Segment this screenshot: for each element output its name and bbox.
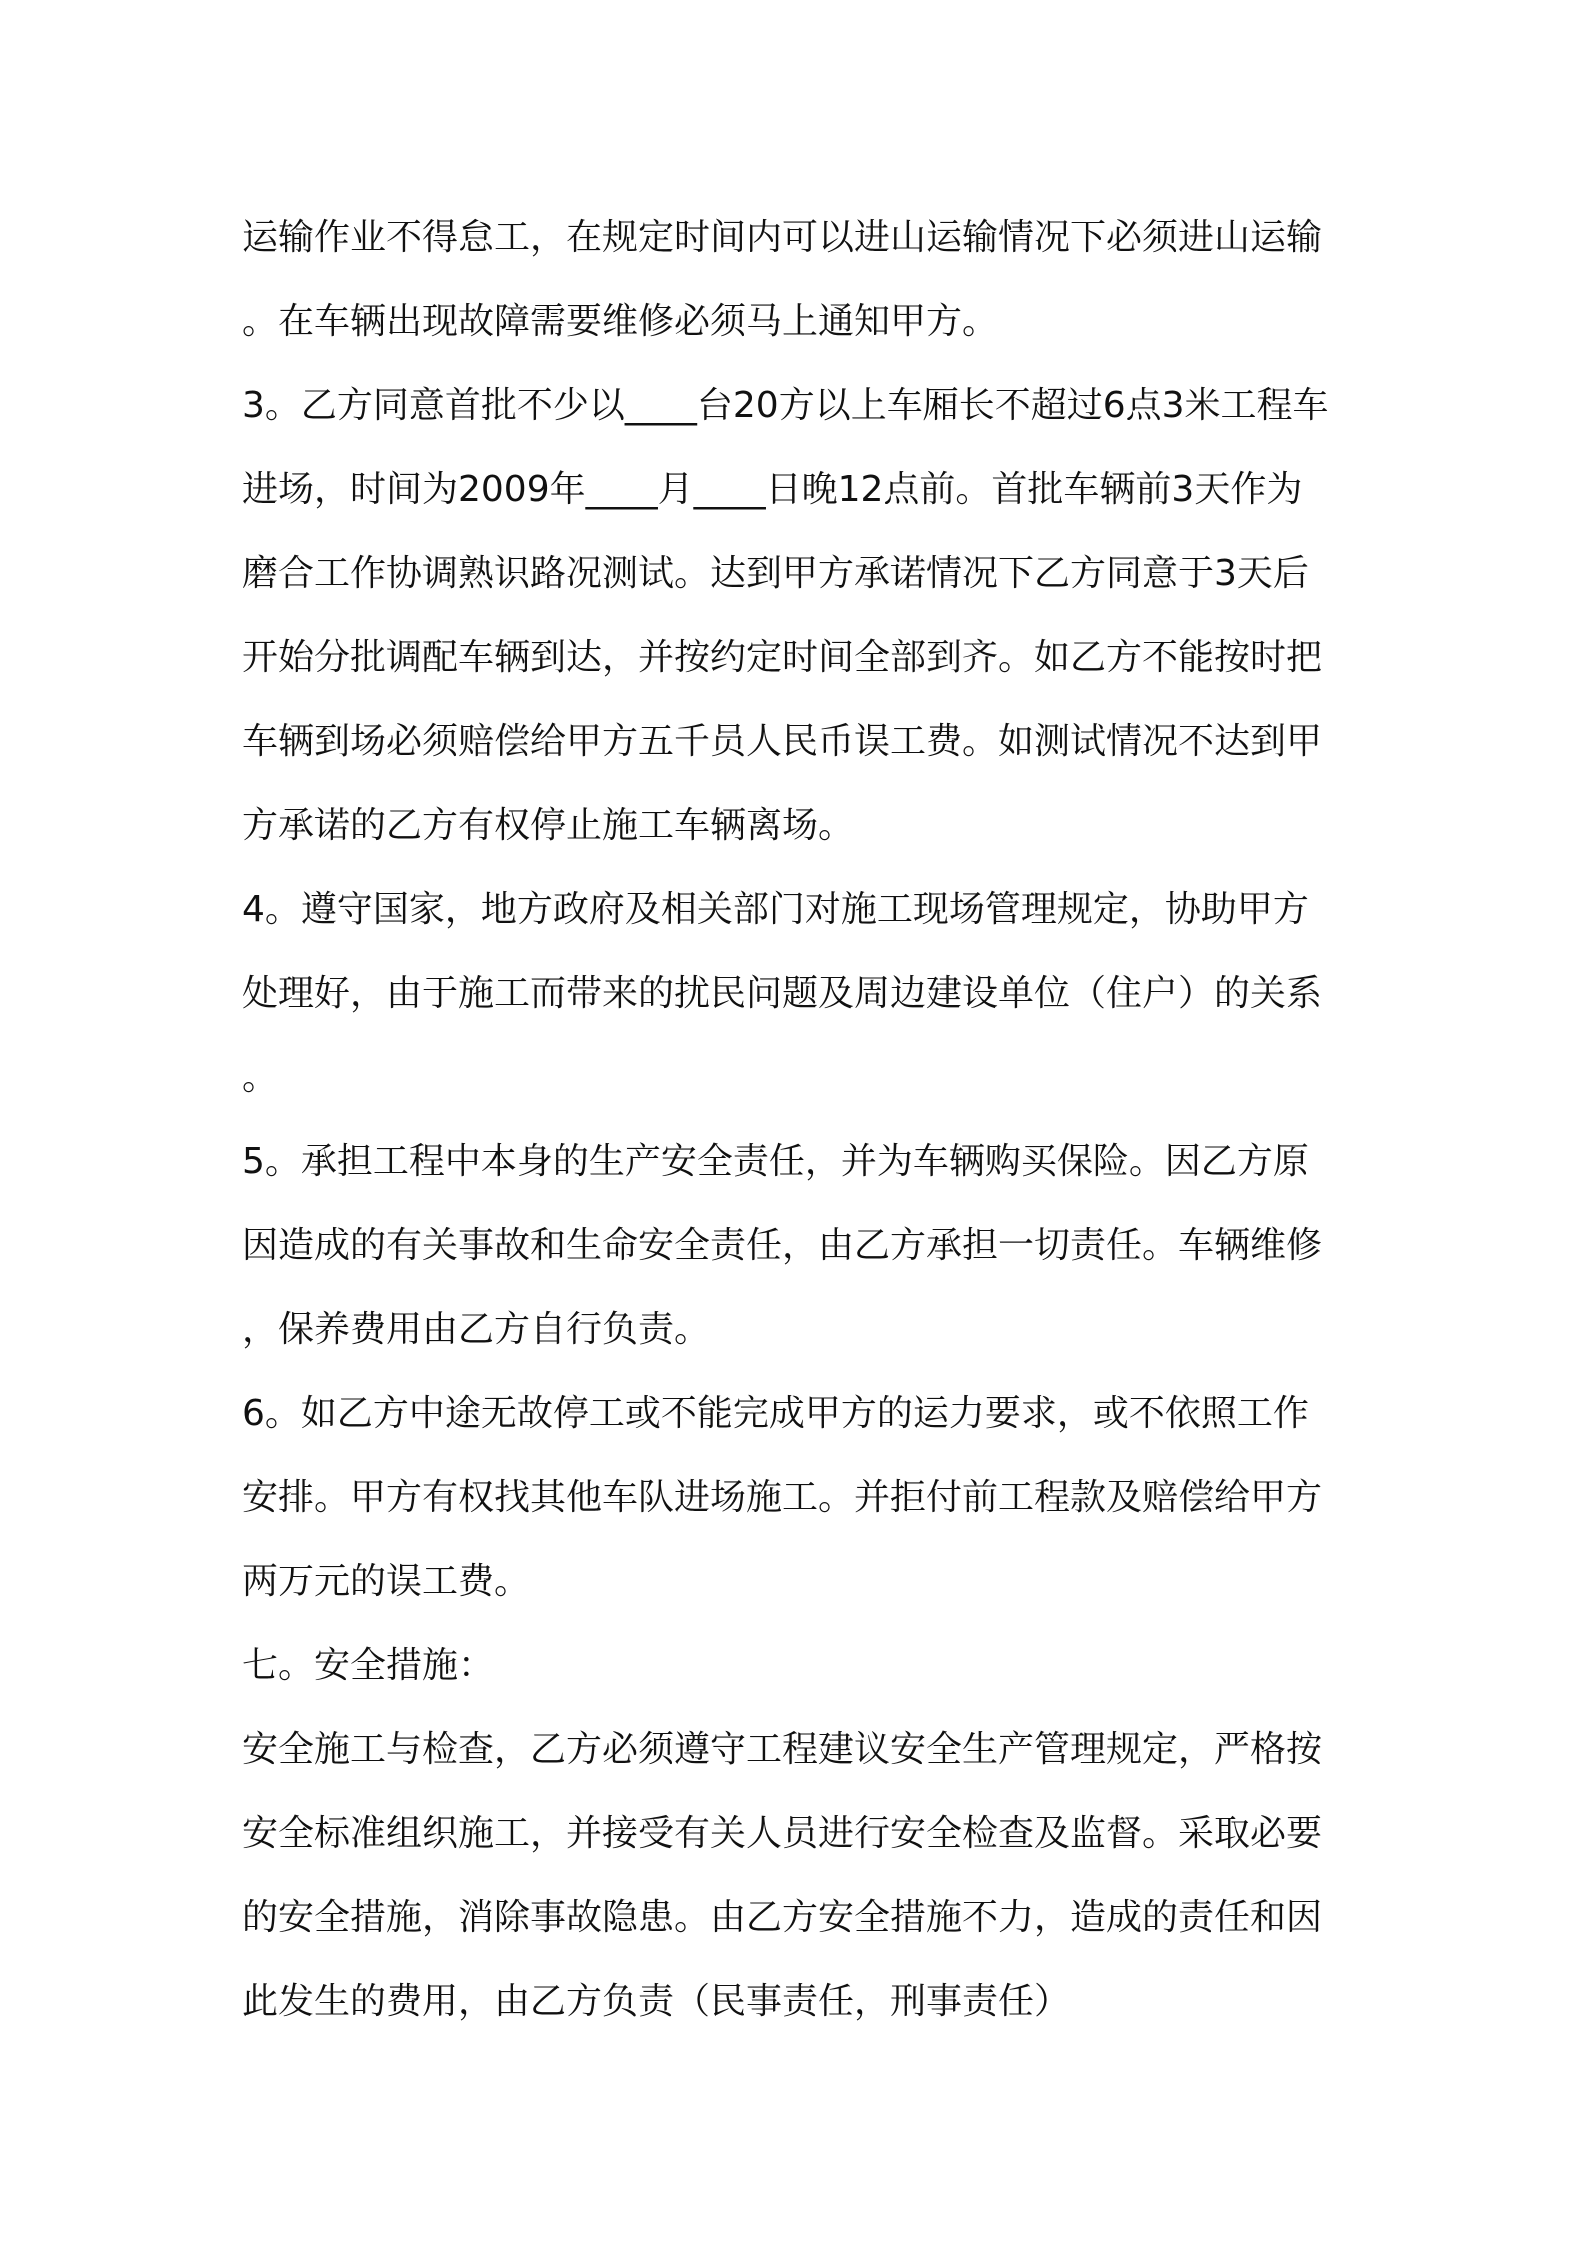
text-line: ，保养费用由乙方自行负责。 [242, 1309, 711, 1350]
text-line: 。 [242, 1057, 279, 1098]
text-line: 运输作业不得怠工，在规定时间内可以进山运输情况下必须进山运输 [242, 217, 1323, 258]
text-line: 磨合工作协调熟识路况测试。达到甲方承诺情况下乙方同意于3天后 [242, 553, 1309, 594]
text-line: 车辆到场必须赔偿给甲方五千员人民币误工费。如测试情况不达到甲 [242, 721, 1323, 762]
text-line: 安全标准组织施工，并接受有关人员进行安全检查及监督。采取必要 [242, 1813, 1323, 1854]
text-line: 方承诺的乙方有权停止施工车辆离场。 [242, 805, 855, 846]
text-line: 5。承担工程中本身的生产安全责任，并为车辆购买保险。因乙方原 [242, 1141, 1309, 1182]
text-line: 此发生的费用，由乙方负责（民事责任，刑事责任） [242, 1981, 1071, 2022]
text-line: 开始分批调配车辆到达，并按约定时间全部到齐。如乙方不能按时把 [242, 637, 1323, 678]
text-line: 安全施工与检查，乙方必须遵守工程建议安全生产管理规定，严格按 [242, 1729, 1323, 1770]
text-line: 6。如乙方中途无故停工或不能完成甲方的运力要求，或不依照工作 [242, 1393, 1309, 1434]
text-line: 两万元的误工费。 [242, 1561, 531, 1602]
section-heading: 七。安全措施： [242, 1645, 495, 1686]
document-body [242, 196, 1352, 2044]
text-line: 因造成的有关事故和生命安全责任，由乙方承担一切责任。车辆维修 [242, 1225, 1323, 1266]
text-line: 3。乙方同意首批不少以____台20方以上车厢长不超过6点3米工程车 [242, 385, 1329, 426]
text-line: 进场，时间为2009年____月____日晚12点前。首批车辆前3天作为 [242, 469, 1303, 510]
text-line: 安排。甲方有权找其他车队进场施工。并拒付前工程款及赔偿给甲方 [242, 1477, 1323, 1518]
text-line: 4。遵守国家，地方政府及相关部门对施工现场管理规定，协助甲方 [242, 889, 1309, 930]
text-line: 。在车辆出现故障需要维修必须马上通知甲方。 [242, 301, 999, 342]
text-line: 的安全措施，消除事故隐患。由乙方安全措施不力，造成的责任和因 [242, 1897, 1323, 1938]
text-line: 处理好，由于施工而带来的扰民问题及周边建设单位（住户）的关系 [242, 973, 1323, 1014]
